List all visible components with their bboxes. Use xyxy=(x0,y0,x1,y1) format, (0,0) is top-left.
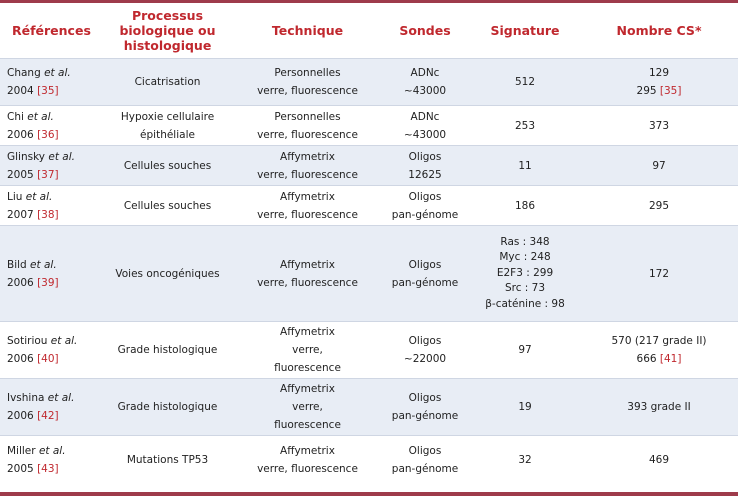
signature-cell xyxy=(470,436,580,485)
technique-cell-line: Affymetrix xyxy=(280,445,335,458)
signature-cell-line: E2F3 : 299 xyxy=(496,266,554,279)
reference-cell xyxy=(0,379,100,436)
table-row xyxy=(0,379,738,436)
nombre-cs-value: 97 xyxy=(652,159,666,172)
sondes-cell-line: pan-génome xyxy=(391,208,459,221)
citation: [36] xyxy=(37,128,59,141)
bottom-rule xyxy=(0,492,738,496)
signature-cell-line: 11 xyxy=(518,159,532,172)
processus-cell-line: Cellules souches xyxy=(123,159,212,172)
processus-cell-line: Grade histologique xyxy=(117,344,218,356)
sondes-cell xyxy=(380,59,470,106)
processus-cell xyxy=(100,379,235,436)
header-processus-line: histologique xyxy=(123,38,212,53)
sondes-cell-line: ~22000 xyxy=(403,353,447,365)
citation: [35] xyxy=(659,85,682,97)
processus-cell xyxy=(100,322,235,379)
processus-cell-line: épithéliale xyxy=(140,128,195,141)
reference-year-line xyxy=(7,350,98,368)
technique-cell xyxy=(235,379,380,436)
reference-author-line xyxy=(7,389,98,407)
table-row xyxy=(0,59,738,106)
nombre-cs-value: 373 xyxy=(648,119,670,132)
technique-cell-line: verre, fluorescence xyxy=(257,128,358,141)
reference-cell xyxy=(0,59,100,106)
reference-author-line xyxy=(7,442,98,460)
reference-cell xyxy=(0,146,100,186)
signatures-table xyxy=(0,3,738,485)
sondes-cell-line: Oligos xyxy=(408,190,442,203)
nombre-cs-value: 570 (217 grade II) xyxy=(611,335,707,347)
technique-cell-line: Personnelles xyxy=(274,67,341,79)
processus-cell-line: Mutations TP53 xyxy=(126,454,209,467)
table-row xyxy=(0,186,738,226)
technique-cell-line: Affymetrix xyxy=(280,258,335,271)
processus-cell-line: Hypoxie cellulaire xyxy=(120,110,215,123)
nombre-cs-value: 393 grade II xyxy=(627,401,691,413)
processus-cell xyxy=(100,186,235,226)
nombre-cs-cell xyxy=(580,106,738,146)
author-name: Chang xyxy=(7,67,41,79)
citation: [43] xyxy=(37,463,59,476)
signature-cell xyxy=(470,322,580,379)
sondes-cell-line: ~43000 xyxy=(403,85,447,97)
reference-year-line xyxy=(7,407,98,425)
header-signature: Signature xyxy=(470,3,580,59)
reference-author-line xyxy=(7,108,98,126)
citation: [38] xyxy=(37,208,59,221)
sondes-cell xyxy=(380,226,470,322)
processus-cell xyxy=(100,226,235,322)
technique-cell-line: Affymetrix xyxy=(280,326,335,338)
reference-author-line xyxy=(7,148,98,166)
nombre-cs-value: 469 xyxy=(648,454,670,467)
nombre-cs-value: 172 xyxy=(648,267,670,280)
table-row xyxy=(0,106,738,146)
sondes-cell xyxy=(380,186,470,226)
processus-cell xyxy=(100,106,235,146)
nombre-cs-cell xyxy=(580,436,738,485)
nombre-cs-value: 295 xyxy=(636,85,657,97)
header-nombre-cs: Nombre CS* xyxy=(580,3,738,59)
sondes-cell-line: pan-génome xyxy=(391,410,459,422)
technique-cell xyxy=(235,186,380,226)
reference-cell xyxy=(0,436,100,485)
citation: [39] xyxy=(37,276,59,289)
citation: [41] xyxy=(659,353,682,365)
table-body xyxy=(0,59,738,485)
technique-cell-line: fluorescence xyxy=(274,362,341,374)
technique-cell-line: verre, fluorescence xyxy=(257,276,358,289)
reference-year-line xyxy=(7,82,98,100)
signature-cell-line: Myc : 248 xyxy=(499,251,551,264)
header-sondes: Sondes xyxy=(380,3,470,59)
processus-cell-line: Voies oncogéniques xyxy=(115,267,220,280)
signature-cell xyxy=(470,186,580,226)
year: 2006 xyxy=(7,276,34,289)
year: 2006 xyxy=(7,410,34,422)
sondes-cell-line: Oligos xyxy=(408,258,442,271)
nombre-cs-line xyxy=(582,398,736,416)
et-al: et al. xyxy=(30,258,57,271)
technique-cell xyxy=(235,226,380,322)
reference-year-line xyxy=(7,126,98,144)
signature-cell-line: 512 xyxy=(514,76,536,88)
sondes-cell-line: ADNc xyxy=(410,110,440,123)
nombre-cs-line xyxy=(582,157,736,175)
signature-cell xyxy=(470,59,580,106)
year: 2006 xyxy=(7,353,34,365)
citation: [40] xyxy=(37,353,59,365)
nombre-cs-cell xyxy=(580,186,738,226)
sondes-cell xyxy=(380,436,470,485)
reference-year-line xyxy=(7,166,98,184)
citation: [35] xyxy=(37,85,59,97)
author-name: Glinsky xyxy=(7,150,46,163)
sondes-cell xyxy=(380,146,470,186)
sondes-cell-line: ADNc xyxy=(410,67,440,79)
year: 2005 xyxy=(7,463,34,476)
sondes-cell xyxy=(380,106,470,146)
sondes-cell-line: pan-génome xyxy=(391,276,459,289)
table-row xyxy=(0,436,738,485)
reference-author-line xyxy=(7,256,98,274)
technique-cell-line: verre, fluorescence xyxy=(257,463,358,476)
technique-cell xyxy=(235,146,380,186)
signature-cell-line: 253 xyxy=(514,119,536,132)
author-name: Bild xyxy=(7,258,27,271)
reference-author-line xyxy=(7,188,98,206)
technique-cell xyxy=(235,106,380,146)
reference-cell xyxy=(0,322,100,379)
sondes-cell-line: Oligos xyxy=(408,335,442,347)
author-name: Sotiriou xyxy=(7,335,48,347)
et-al: et al. xyxy=(44,67,71,79)
signature-cell-line: Src : 73 xyxy=(504,282,546,295)
et-al: et al. xyxy=(50,335,78,347)
technique-cell xyxy=(235,322,380,379)
processus-cell xyxy=(100,59,235,106)
author-name: Chi xyxy=(7,110,24,123)
reference-cell xyxy=(0,226,100,322)
nombre-cs-value: 295 xyxy=(648,199,670,212)
sondes-cell-line: Oligos xyxy=(408,392,442,404)
year: 2004 xyxy=(7,85,34,97)
table-row xyxy=(0,322,738,379)
technique-cell-line: Affymetrix xyxy=(280,150,335,163)
technique-cell-line: verre, fluorescence xyxy=(257,85,358,97)
signature-cell xyxy=(470,146,580,186)
processus-cell-line: Cicatrisation xyxy=(134,76,201,88)
sondes-cell-line: 12625 xyxy=(408,168,442,181)
signature-cell xyxy=(470,379,580,436)
nombre-cs-line xyxy=(582,197,736,215)
nombre-cs-cell xyxy=(580,322,738,379)
year: 2007 xyxy=(7,208,34,221)
sondes-cell-line: Oligos xyxy=(408,445,442,458)
processus-cell-line: Grade histologique xyxy=(117,401,218,413)
table-row xyxy=(0,226,738,322)
signature-cell-line: 97 xyxy=(518,344,532,356)
header-technique: Technique xyxy=(235,3,380,59)
author-name: Miller xyxy=(7,445,36,458)
signature-cell-line: 32 xyxy=(518,454,532,467)
processus-cell xyxy=(100,436,235,485)
year: 2006 xyxy=(7,128,34,141)
reference-cell xyxy=(0,106,100,146)
processus-cell-line: Cellules souches xyxy=(123,199,212,212)
citation: [42] xyxy=(37,410,59,422)
header-processus-line: Processus xyxy=(131,8,204,23)
nombre-cs-cell xyxy=(580,59,738,106)
nombre-cs-line xyxy=(582,265,736,283)
signature-cell xyxy=(470,106,580,146)
nombre-cs-line xyxy=(582,117,736,135)
author-name: Ivshina xyxy=(7,392,45,404)
technique-cell xyxy=(235,436,380,485)
et-al: et al. xyxy=(25,190,53,203)
reference-author-line xyxy=(7,332,98,350)
signature-cell-line: Ras : 348 xyxy=(500,235,550,248)
reference-year-line xyxy=(7,274,98,292)
technique-cell-line: verre, xyxy=(292,401,323,413)
nombre-cs-cell xyxy=(580,226,738,322)
technique-cell-line: verre, fluorescence xyxy=(257,208,358,221)
sondes-cell-line: Oligos xyxy=(408,150,442,163)
technique-cell-line: verre, fluorescence xyxy=(257,168,358,181)
technique-cell-line: verre, xyxy=(292,344,323,356)
author-name: Liu xyxy=(7,190,23,203)
nombre-cs-line xyxy=(582,332,736,350)
header-processus-line: biologique ou xyxy=(119,23,216,38)
technique-cell-line: Personnelles xyxy=(274,110,341,123)
et-al: et al. xyxy=(47,392,75,404)
citation: [37] xyxy=(37,168,59,181)
technique-cell-line: fluorescence xyxy=(274,419,341,431)
table-row xyxy=(0,146,738,186)
year: 2005 xyxy=(7,168,34,181)
et-al: et al. xyxy=(27,110,54,123)
header-references: Références xyxy=(0,3,100,59)
reference-year-line xyxy=(7,460,98,478)
sondes-cell xyxy=(380,379,470,436)
header-processus xyxy=(100,3,235,59)
signature-cell xyxy=(470,226,580,322)
sondes-cell-line: ~43000 xyxy=(403,128,447,141)
reference-author-line xyxy=(7,64,98,82)
nombre-cs-line xyxy=(582,64,736,82)
signature-cell-line: 19 xyxy=(518,401,532,413)
signature-cell-line: β-caténine : 98 xyxy=(485,297,565,310)
sondes-cell xyxy=(380,322,470,379)
nombre-cs-line xyxy=(582,350,736,368)
reference-year-line xyxy=(7,206,98,224)
header-row xyxy=(0,3,738,59)
et-al: et al. xyxy=(48,150,75,163)
nombre-cs-cell xyxy=(580,146,738,186)
nombre-cs-value: 129 xyxy=(648,67,670,79)
nombre-cs-value: 666 xyxy=(636,353,657,365)
processus-cell xyxy=(100,146,235,186)
sondes-cell-line: pan-génome xyxy=(391,463,459,476)
reference-cell xyxy=(0,186,100,226)
nombre-cs-line xyxy=(582,451,736,469)
signature-cell-line: 186 xyxy=(514,199,536,212)
technique-cell xyxy=(235,59,380,106)
nombre-cs-line xyxy=(582,82,736,100)
technique-cell-line: Affymetrix xyxy=(280,190,335,203)
nombre-cs-cell xyxy=(580,379,738,436)
et-al: et al. xyxy=(38,445,66,458)
technique-cell-line: Affymetrix xyxy=(280,383,335,395)
